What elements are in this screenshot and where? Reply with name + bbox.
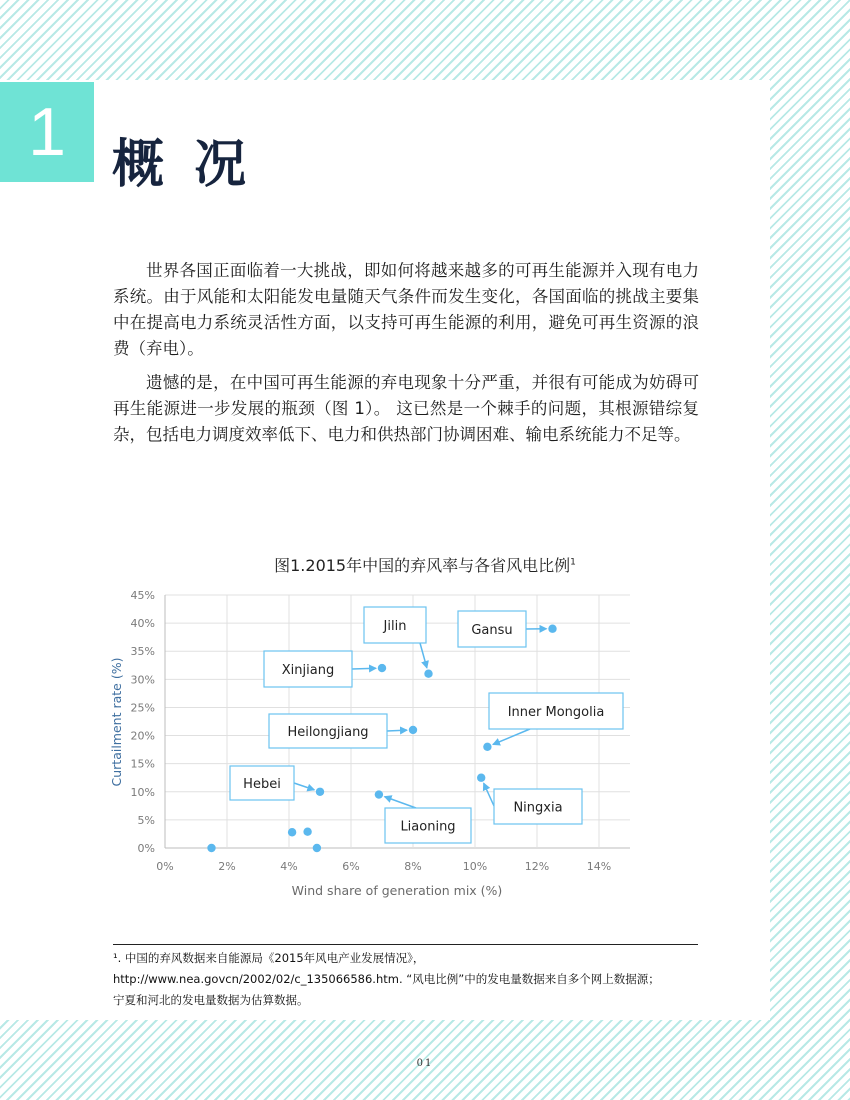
data-point <box>313 844 321 852</box>
x-tick-label: 0% <box>156 860 174 873</box>
y-tick-label: 30% <box>130 673 155 687</box>
chapter-number-badge <box>0 82 94 182</box>
x-tick-label: 14% <box>586 860 612 873</box>
callout-label-gansu: Gansu <box>471 623 513 638</box>
y-tick-label: 0% <box>137 842 155 855</box>
y-tick-label: 10% <box>130 785 155 799</box>
footnote-line: http://www.nea.govcn/2002/02/c_135066586.htm. “风电比例”中的发电量数据来自多个网上数据源； <box>113 972 660 986</box>
footnote-line: 宁夏和河北的发电量数据为估算数据。 <box>113 993 309 1007</box>
callout-label-xinjiang: Xinjiang <box>281 663 335 678</box>
y-tick-label: 35% <box>130 645 155 659</box>
y-tick-label: 40% <box>130 617 155 631</box>
data-point-hebei <box>316 788 324 796</box>
paragraph-1: 世界各国正面临着一大挑战，即如何将越来越多的可再生能源并入现有电力系统。由于风能和太阳能发电量随天气条件而发生变化，各国面临的挑战主要集中在提高电力系统灵活性方面，以支持可再生能源的利用，避免可再生资源的浪费（弃电）。 <box>113 261 699 358</box>
callout-label-heilongjiang: Heilongjiang <box>287 725 369 740</box>
y-tick-label: 20% <box>130 729 155 743</box>
footnote-divider <box>113 944 698 945</box>
x-tick-label: 6% <box>342 860 360 873</box>
body-text <box>113 258 699 456</box>
x-axis-label: Wind share of generation mix (%) <box>291 883 503 898</box>
footnote-line: ¹. 中国的弃风数据来自能源局《2015年风电产业发展情况》， <box>113 951 425 965</box>
callout-label-inner-mongolia: Inner Mongolia <box>507 705 605 720</box>
data-point-gansu <box>548 625 556 633</box>
x-tick-label: 2% <box>218 860 236 873</box>
callout-label-liaoning: Liaoning <box>400 819 456 835</box>
figure-caption-note: 1 <box>570 557 576 568</box>
x-tick-label: 8% <box>404 860 422 873</box>
figure-caption <box>0 553 850 576</box>
figure-caption-text: 图1.2015年中国的弃风率与各省风电比例 <box>274 556 571 575</box>
x-tick-label: 4% <box>280 860 298 873</box>
data-point-ningxia <box>477 774 485 782</box>
callout-arrow-heilongjiang <box>387 730 407 731</box>
data-point <box>303 827 311 835</box>
data-point-liaoning <box>375 790 383 798</box>
callout-arrow-xinjiang <box>352 668 376 669</box>
y-tick-label: 15% <box>130 757 155 771</box>
y-tick-label: 5% <box>137 813 155 827</box>
page-title: 概 况 <box>112 135 253 195</box>
data-point-xinjiang <box>378 664 386 672</box>
chapter-number: 1 <box>28 94 66 170</box>
data-point-inner-mongolia <box>483 743 491 751</box>
y-tick-label: 25% <box>130 701 155 715</box>
paragraph-2: 遗憾的是，在中国可再生能源的弃电现象十分严重，并很有可能成为妨碍可再生能源进一步发展的瓶颈（图 1）。 这已然是一个棘手的问题，其根源错综复杂，包括电力调度效率低下、电力和供热部门协调困难、输电系统能力不足等。 <box>113 373 699 444</box>
y-tick-label: 45% <box>130 589 155 602</box>
callout-label-jilin: Jilin <box>383 619 407 634</box>
x-tick-label: 12% <box>524 860 550 873</box>
page-number: 01 <box>416 1058 434 1069</box>
data-point-jilin <box>424 670 432 678</box>
footnote <box>113 948 713 1011</box>
y-axis-label: Curtailment rate (%) <box>109 657 124 787</box>
data-point-heilongjiang <box>409 726 417 734</box>
callout-label-ningxia: Ningxia <box>513 800 563 816</box>
page-panel <box>0 80 770 1020</box>
data-point <box>207 844 215 852</box>
callout-label-hebei: Hebei <box>243 777 281 792</box>
x-tick-label: 10% <box>462 860 488 873</box>
data-point <box>288 828 296 836</box>
